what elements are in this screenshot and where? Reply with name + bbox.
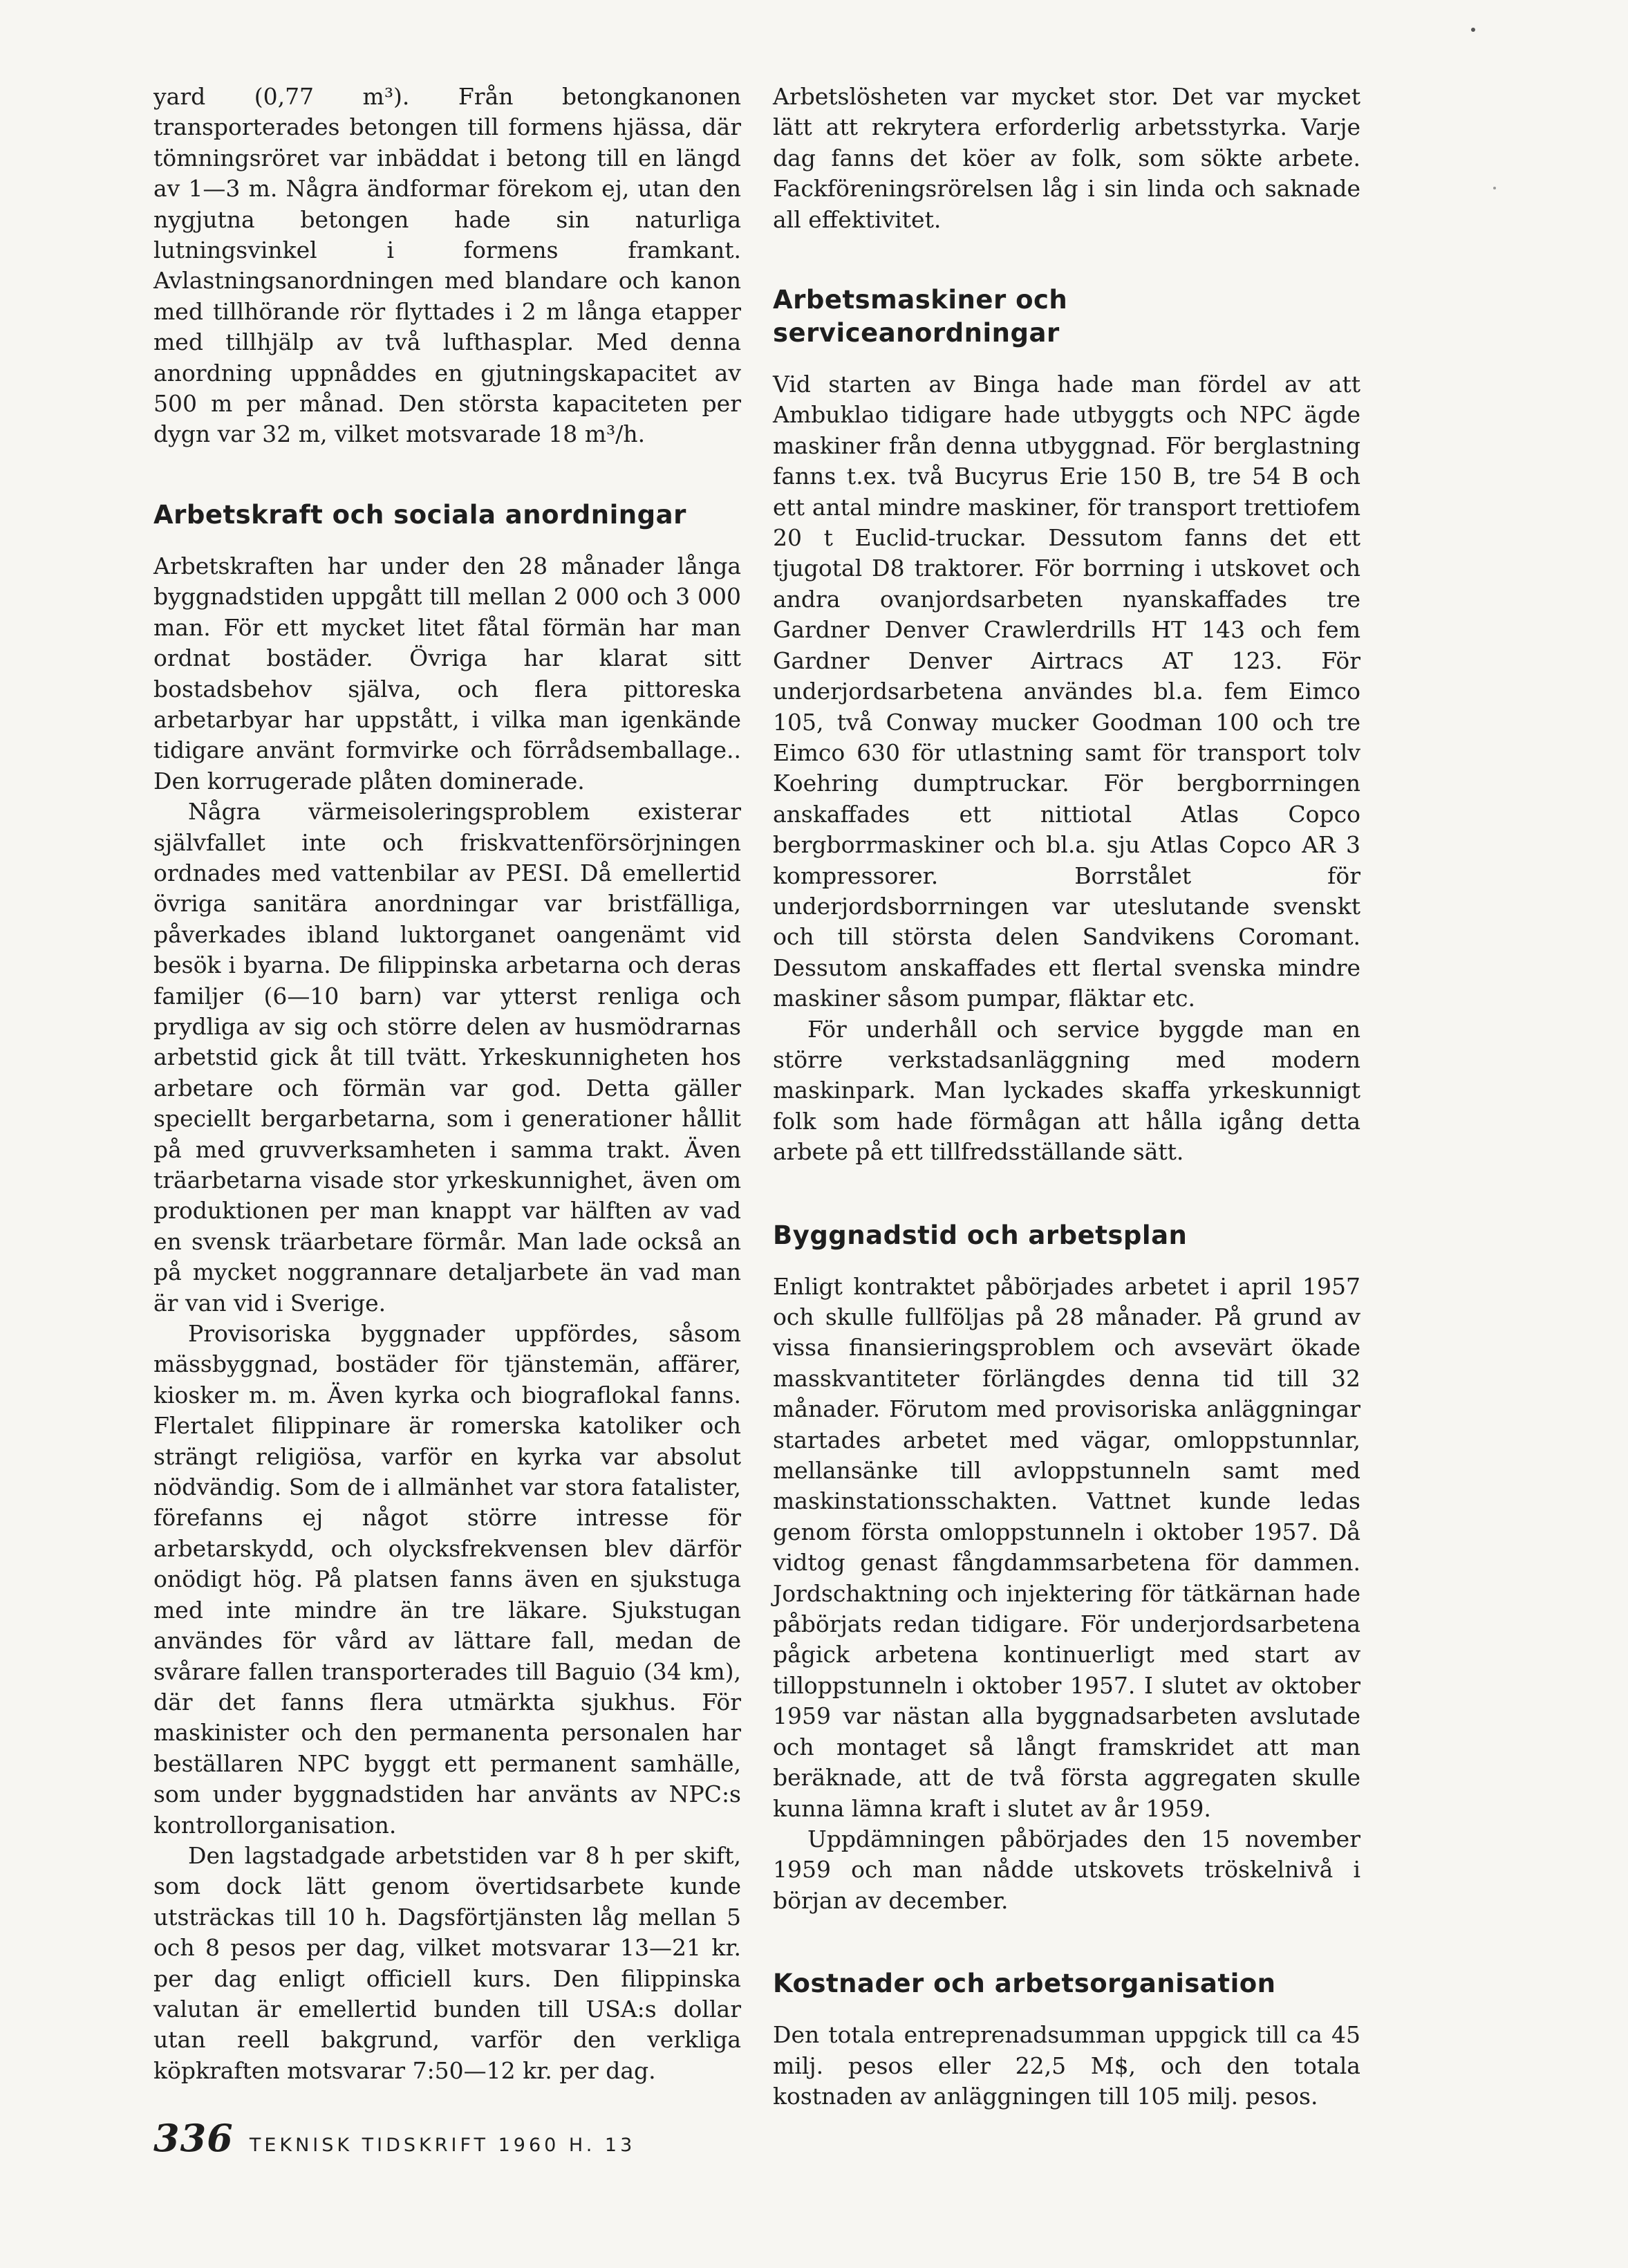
paragraph-intro-right: Arbetslösheten var mycket stor. Det var mycket lätt att rekrytera erforderlig arbetsstyrka. Varje dag fanns det köer av folk, som sökte arbete. Fackföreningsrörelsen låg i sin linda och saknade all effektivitet. bbox=[773, 83, 1360, 233]
heading-arbetsmaskiner bbox=[773, 284, 1360, 350]
scan-speck bbox=[1471, 28, 1475, 32]
heading-arbetsmaskiner-line2: serviceanordningar bbox=[773, 318, 1060, 348]
page-footer bbox=[153, 2116, 635, 2160]
paragraph-byggnadstid-1: Enligt kontraktet påbörjades arbetet i april 1957 och skulle fullföljas på 28 månader. På grund av vissa finansieringsproblem och avsevärt ökade masskvantiteter förlängdes denna tid till 32 månader. Förutom med provisoriska anläggningar startades arbetet med vägar, omloppstunnlar, mellansänke till avloppstunneln samt med maskinstationsschakten. Vattnet kunde ledas genom första omloppstunneln i oktober 1957. Då vidtog genast fångdammsarbetena för dammen. Jordschaktning och injektering för tätkärnan hade påbörjats redan tidigare. För underjordsarbetena pågick arbetena kontinuerligt med start av tilloppstunneln i oktober 1957. I slutet av oktober 1959 var nästan alla byggnadsarbeten avslutade och montaget så långt framskridet att man beräknade, att de två första aggregaten skulle kunna lämna kraft i slutet av år 1959. bbox=[773, 1272, 1360, 1822]
heading-arbetskraft: Arbetskraft och sociala anordningar bbox=[153, 499, 686, 530]
heading-byggnadstid: Byggnadstid och arbetsplan bbox=[773, 1220, 1188, 1250]
paragraph-maskiner-2: För underhåll och service byggde man en större verkstadsanläggning med modern maskinpark. Man lyckades skaffa yrkeskunnigt folk som hade förmågan att hålla igång detta arbete på ett tillfredsställande sätt. bbox=[773, 1015, 1360, 1166]
paragraph-arbetskraft-3: Provisoriska byggnader uppfördes, såsom mässbyggnad, bostäder för tjänstemän, affärer, kiosker m. m. Även kyrka och biograflokal fanns. Flertalet filippinare är romerska katoliker och strängt religiösa, varför en kyrka var absolut nödvändig. Som de i allmänhet var stora fatalister, förefanns ej något större intresse för arbetarskydd, och olycksfrekvensen blev därför onödigt hög. På platsen fanns även en sjukstuga med inte mindre än tre läkare. Sjukstugan användes för vård av lättare fall, medan de svårare fallen transporterades till Baguio (34 km), där det fanns flera utmärkta sjukhus. För maskinister och den permanenta personalen har beställaren NPC byggt ett permanent samhälle, som under byggnadstiden har använts av NPC:s kontrollorganisation. bbox=[153, 1320, 741, 1839]
heading-arbetsmaskiner-line1: Arbetsmaskiner och bbox=[773, 285, 1068, 315]
paragraph-kostnader-1: Den totala entreprenadsumman uppgick till ca 45 milj. pesos eller 22,5 M$, och den totala kostnaden av anläggningen till 105 milj. pesos. bbox=[773, 2021, 1360, 2110]
paragraph-maskiner-1: Vid starten av Binga hade man fördel av att Ambuklao tidigare hade utbyggts och NPC ägde maskiner från denna utbyggnad. För berglastning fanns t.ex. två Bucyrus Erie 150 B, tre 54 B och ett antal mindre maskiner, för transport trettiofem 20 t Euclid-truckar. Dessutom fanns det ett tjugotal D8 traktorer. För borrning i utskovet och andra ovanjordsarbeten nyanskaffades tre Gardner Denver Crawlerdrills HT 143 och fem Gardner Denver Airtracs AT 123. För underjordsarbetena användes bl.a. fem Eimco 105, två Conway mucker Goodman 100 och tre Eimco 630 för utlastning samt för transport tolv Koehring dumptruckar. För bergborrningen anskaffades ett nittiotal Atlas Copco bergborrmaskiner och bl.a. sju Atlas Copco AR 3 kompressorer. Borrstålet för underjordsborrningen var uteslutande svenskt och till största delen Sandvikens Coromant. Dessutom anskaffades ett flertal svenska mindre maskiner såsom pumpar, fläktar etc. bbox=[773, 371, 1360, 1012]
paragraph-arbetskraft-4: Den lagstadgade arbetstiden var 8 h per skift, som dock lätt genom övertidsarbete kunde utsträckas till 10 h. Dagsförtjänsten låg mellan 5 och 8 pesos per dag, vilket motsvarar 13—21 kr. per dag enligt officiell kurs. Den filippinska valutan är emellertid bunden till USA:s dollar utan reell bakgrund, varför den verkliga köpkraften motsvarar 7:50—12 kr. per dag. bbox=[153, 1841, 741, 2084]
page-number: 336 bbox=[153, 2116, 234, 2160]
journal-reference: TEKNISK TIDSKRIFT 1960 H. 13 bbox=[249, 2135, 636, 2156]
right-column bbox=[773, 82, 1360, 2112]
paragraph-intro-left: yard (0,77 m³). Från betongkanonen transporterades betongen till formens hjässa, där tömningsröret var inbäddat i betong till en längd av 1—3 m. Några ändformar förekom ej, utan den nygjutna betongen hade sin naturliga lutningsvinkel i formens framkant. Avlastningsanordningen med blandare och kanon med tillhörande rör flyttades i 2 m långa etapper med tillhjälp av två lufthasplar. Med denna anordning uppnåddes en gjutningskapacitet av 500 m per månad. Den största kapaciteten per dygn var 32 m, vilket motsvarade 18 m³/h. bbox=[153, 83, 741, 448]
scan-speck bbox=[1493, 187, 1496, 189]
paragraph-byggnadstid-2: Uppdämningen påbörjades den 15 november 1959 och man nådde utskovets tröskelnivå i början av december. bbox=[773, 1825, 1360, 1914]
paragraph-arbetskraft-1: Arbetskraften har under den 28 månader långa byggnadstiden uppgått till mellan 2 000 och 3 000 man. För ett mycket litet fåtal förmän har man ordnat bostäder. Övriga har klarat sitt bostadsbehov själva, och flera pittoreska arbetarbyar har uppstått, i vilka man igenkände tidigare använt formvirke och förrådsemballage.. Den korrugerade plåten dominerade. bbox=[153, 552, 741, 794]
heading-kostnader: Kostnader och arbetsorganisation bbox=[773, 1969, 1276, 1999]
paragraph-arbetskraft-2: Några värmeisoleringsproblem existerar självfallet inte och friskvattenförsörjningen ordnades med vattenbilar av PESI. Då emellertid övriga sanitära anordningar var bristfälliga, påverkades ibland luktorganet oangenämt vid besök i byarna. De filippinska arbetarna och deras familjer (6—10 barn) var ytterst renliga och prydliga av sig och större delen av husmödrarnas arbetstid gick åt till tvätt. Yrkeskunnigheten hos arbetare och förmän var god. Detta gäller speciellt bergarbetarna, som i generationer hållit på med gruvverksamheten i samma trakt. Även träarbetarna visade stor yrkeskunnighet, även om produktionen per man knappt var hälften av vad en svensk träarbetare förmår. Man lade också an på mycket noggrannare detaljarbete än vad man är van vid i Sverige. bbox=[153, 798, 741, 1317]
left-column bbox=[153, 82, 741, 2086]
